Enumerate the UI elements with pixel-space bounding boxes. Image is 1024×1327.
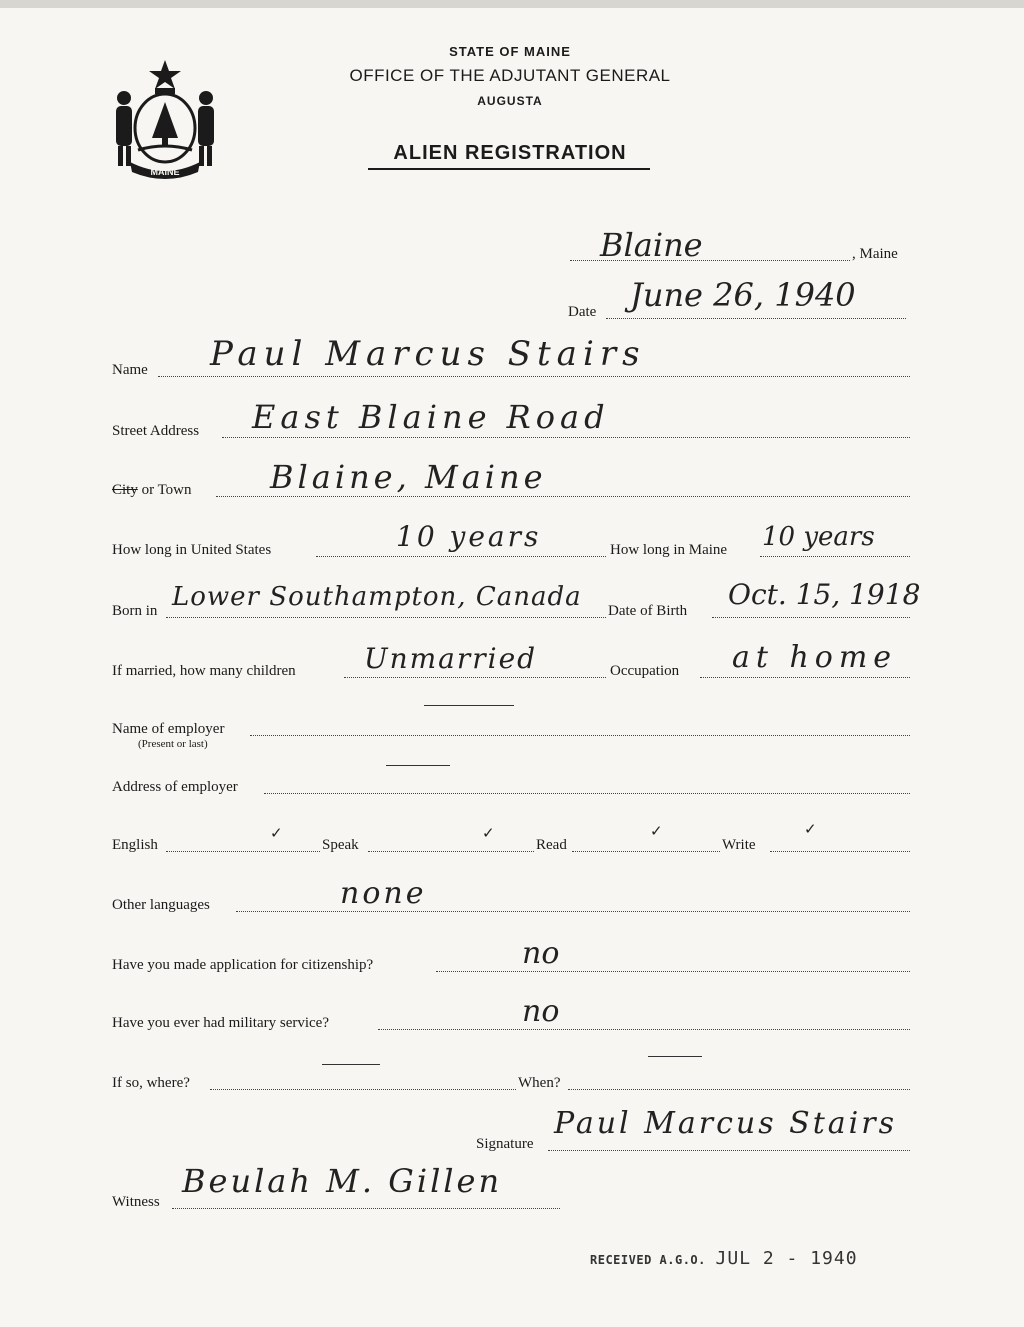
when-label: When? bbox=[518, 1075, 561, 1091]
title-underline bbox=[368, 168, 650, 170]
city-or-town-line bbox=[216, 496, 910, 497]
how-long-us-value: 10 years bbox=[396, 520, 542, 553]
received-stamp-date: JUL 2 - 1940 bbox=[715, 1248, 858, 1269]
how-long-maine-line bbox=[760, 556, 910, 557]
other-languages-label: Other languages bbox=[112, 897, 210, 913]
other-languages-line bbox=[236, 911, 910, 912]
checkmark-icon: ✓ bbox=[804, 820, 817, 838]
occupation-value: at home bbox=[732, 640, 898, 675]
employer-name-line bbox=[250, 735, 910, 736]
how-long-maine-label: How long in Maine bbox=[610, 542, 728, 558]
street-address-label: Street Address bbox=[112, 423, 200, 439]
english-line bbox=[166, 851, 320, 852]
date-line bbox=[606, 318, 906, 319]
military-line bbox=[378, 1029, 910, 1030]
dash-mark bbox=[322, 1064, 380, 1065]
name-line bbox=[158, 376, 910, 377]
born-in-line bbox=[166, 617, 606, 618]
military-value: no bbox=[522, 994, 560, 1029]
checkmark-icon: ✓ bbox=[650, 822, 663, 840]
married-children-label: If married, how many children bbox=[112, 663, 296, 679]
employer-address-label: Address of employer bbox=[112, 779, 238, 795]
checkmark-icon: ✓ bbox=[270, 824, 283, 842]
write-label: Write bbox=[722, 837, 756, 853]
date-value: June 26, 1940 bbox=[630, 276, 856, 314]
scan-border bbox=[0, 0, 1024, 8]
speak-line bbox=[368, 851, 534, 852]
city-or-town-label: City or Town bbox=[112, 482, 192, 498]
received-stamp bbox=[590, 1248, 858, 1269]
city-struck: City bbox=[112, 482, 138, 498]
when-line bbox=[568, 1089, 910, 1090]
employer-address-line bbox=[264, 793, 910, 794]
married-children-line bbox=[344, 677, 606, 678]
dash-mark bbox=[424, 705, 514, 706]
employer-name-label: Name of employer bbox=[112, 721, 225, 737]
witness-line bbox=[172, 1208, 560, 1209]
how-long-us-line bbox=[316, 556, 606, 557]
other-languages-value: none bbox=[340, 876, 427, 911]
place-value: Blaine bbox=[600, 226, 703, 264]
street-address-value: East Blaine Road bbox=[252, 398, 610, 436]
date-label: Date bbox=[568, 304, 597, 320]
signature-value: Paul Marcus Stairs bbox=[554, 1106, 897, 1141]
married-children-value: Unmarried bbox=[364, 642, 538, 675]
office-heading: OFFICE OF THE ADJUTANT GENERAL bbox=[349, 66, 671, 85]
citizenship-line bbox=[436, 971, 910, 972]
signature-label: Signature bbox=[476, 1136, 534, 1152]
witness-value: Beulah M. Gillen bbox=[182, 1162, 503, 1200]
read-label: Read bbox=[536, 837, 567, 853]
maine-suffix: , Maine bbox=[852, 246, 898, 262]
how-long-us-label: How long in United States bbox=[112, 542, 272, 558]
citizenship-value: no bbox=[522, 936, 560, 971]
date-of-birth-value: Oct. 15, 1918 bbox=[728, 578, 921, 611]
how-long-maine-value: 10 years bbox=[762, 522, 875, 552]
occupation-line bbox=[700, 677, 910, 678]
state-heading: STATE OF MAINE bbox=[449, 44, 571, 59]
citizenship-label: Have you made application for citizenship? bbox=[112, 957, 374, 973]
employer-note: (Present or last) bbox=[138, 738, 208, 750]
city-or-town-value: Blaine, Maine bbox=[270, 458, 547, 496]
dash-mark bbox=[648, 1056, 702, 1057]
seal-banner: MAINE bbox=[150, 167, 180, 177]
where-line bbox=[210, 1089, 516, 1090]
received-stamp-text: RECEIVED A.G.O. bbox=[590, 1253, 706, 1267]
name-label: Name bbox=[112, 362, 148, 378]
born-in-value: Lower Southampton, Canada bbox=[172, 582, 582, 612]
read-line bbox=[572, 851, 720, 852]
city-heading: AUGUSTA bbox=[477, 94, 543, 108]
date-of-birth-line bbox=[712, 617, 910, 618]
street-address-line bbox=[222, 437, 910, 438]
name-value: Paul Marcus Stairs bbox=[210, 334, 646, 374]
signature-line bbox=[548, 1150, 910, 1151]
checkmark-icon: ✓ bbox=[482, 824, 495, 842]
speak-label: Speak bbox=[322, 837, 359, 853]
state-of-maine-seal-icon bbox=[108, 58, 222, 182]
witness-label: Witness bbox=[112, 1194, 160, 1210]
where-label: If so, where? bbox=[112, 1075, 190, 1091]
born-in-label: Born in bbox=[112, 603, 158, 619]
form-title: ALIEN REGISTRATION bbox=[393, 142, 627, 164]
dash-mark bbox=[386, 765, 450, 766]
military-label: Have you ever had military service? bbox=[112, 1015, 329, 1031]
date-of-birth-label: Date of Birth bbox=[608, 603, 688, 619]
write-line bbox=[770, 851, 910, 852]
occupation-label: Occupation bbox=[610, 663, 680, 679]
english-label: English bbox=[112, 837, 158, 853]
